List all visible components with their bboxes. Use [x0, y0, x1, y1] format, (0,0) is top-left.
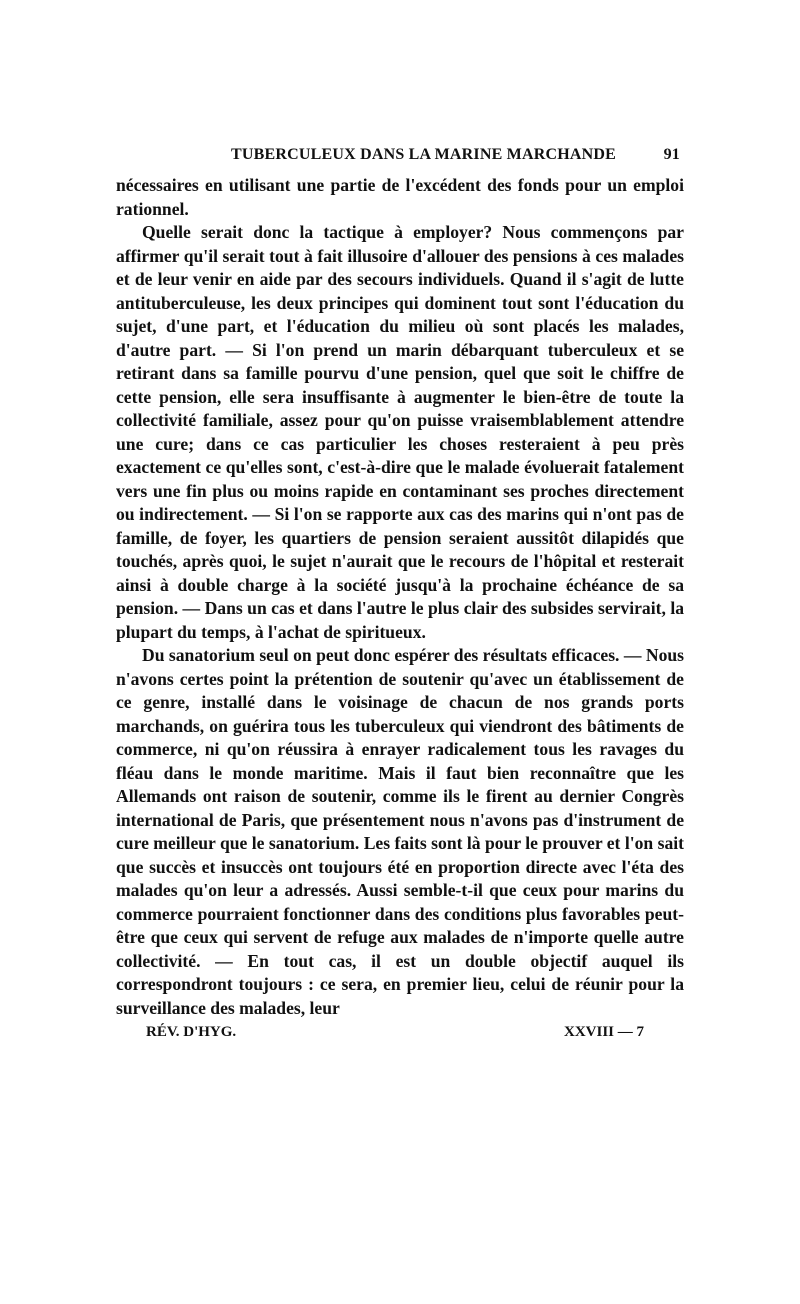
volume-signature: XXVIII — 7: [563, 1024, 644, 1040]
running-title: TUBERCULEUX DANS LA MARINE MARCHANDE: [231, 146, 617, 163]
page-number: 91: [663, 146, 680, 163]
running-head: [116, 146, 684, 170]
paragraph-continuation: nécessaires en utilisant une partie de l'excédent des fonds pour un emploi rationnel.: [116, 175, 684, 219]
journal-abbreviation: RÉV. D'HYG.: [146, 1024, 237, 1040]
paragraph: Quelle serait donc la tactique à employer? Nous commençons par affirmer qu'il serait tout à fait illusoire d'allouer des pensions à ces malades et de leur venir en aide par des secours individuels. Quand il s'agit de lutte antituberculeuse, les deux principes qui dominent tout sont l'éducation du sujet, d'une part, et l'éducation du milieu où sont placés les malades, d'autre part. — Si l'on prend un marin débarquant tuberculeux et se retirant dans sa famille pourvu d'une pension, quel que soit le chiffre de cette pension, elle sera insuffisante à augmenter le bien-être de toute la collectivité familiale, assez pour qu'on puisse vraisemblablement attendre une cure; dans ce cas particulier les choses resteraient à peu près exactement ce qu'elles sont, c'est-à-dire que le malade évoluerait fatalement vers une fin plus ou moins rapide en contaminant ses proches directement ou indirectement. — Si l'on se rapporte aux cas des marins qui n'ont pas de famille, de foyer, les quartiers de pension seraient aussitôt dilapidés que touchés, après quoi, le sujet n'aurait que le recours de l'hôpital et resterait ainsi à double charge à la société jusqu'à la prochaine échéance de sa pension. — Dans un cas et dans l'autre le plus clair des subsides servirait, la plupart du temps, à l'achat de spiritueux.: [116, 222, 684, 642]
book-page: [116, 146, 684, 1041]
body-text: [116, 174, 684, 1020]
paragraph: Du sanatorium seul on peut donc espérer des résultats efficaces. — Nous n'avons certes point la prétention de soutenir qu'avec un établissement de ce genre, installé dans le voisinage de chacun de nos grands ports marchands, on guérira tous les tuberculeux qui viendront des bâtiments de commerce, ni qu'on réussira à enrayer radicalement tous les ravages du fléau dans le monde maritime. Mais il faut bien reconnaître que les Allemands ont raison de soutenir, comme ils le firent au dernier Congrès international de Paris, que présentement nous n'avons pas d'instrument de cure meilleur que le sanatorium. Les faits sont là pour le prouver et l'on sait que succès et insuccès ont toujours été en proportion directe avec l'éta des malades qu'on leur a adressés. Aussi semble-t-il que ceux pour marins du commerce pourraient fonctionner dans des conditions plus favorables peut-être que ceux qui servent de refuge aux malades de n'importe quelle autre collectivité. — En tout cas, il est un double objectif auquel ils correspondront toujours : ce sera, en premier lieu, celui de réunir pour la surveillance des malades, leur: [116, 645, 684, 1018]
signature-footer: [116, 1024, 684, 1041]
